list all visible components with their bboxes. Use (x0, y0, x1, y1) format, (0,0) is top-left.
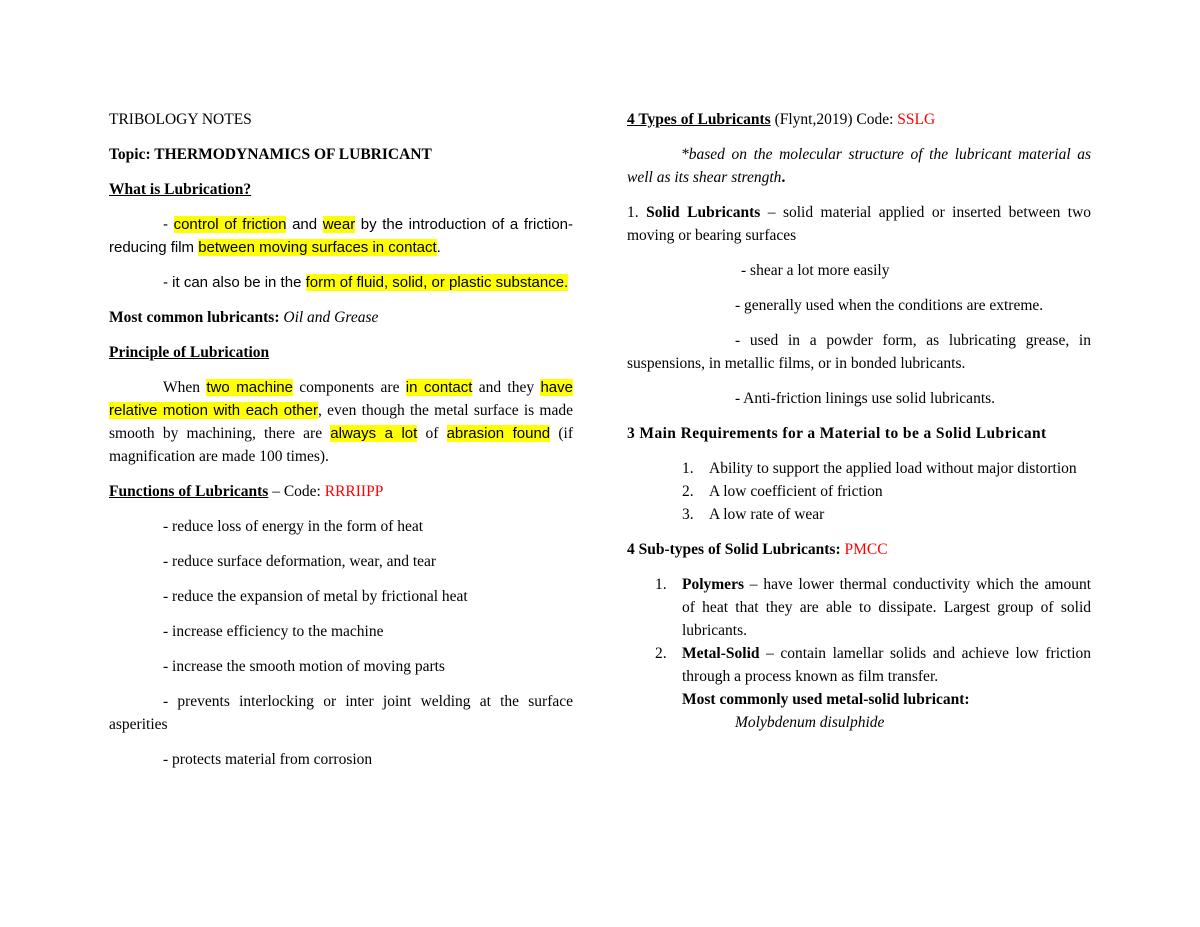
lubrication-definition-1 (109, 213, 573, 259)
most-common-value: Oil and Grease (279, 309, 379, 326)
subtypes-heading-line (627, 538, 1091, 561)
requirement-item (627, 457, 1091, 480)
requirement-item (627, 503, 1091, 526)
principle-text-2: components are (292, 379, 406, 396)
most-common-lubricants (109, 306, 573, 329)
subtypes-heading: 4 Sub-types of Solid Lubricants: (627, 541, 845, 558)
right-column (627, 108, 1091, 734)
requirement-text: A low rate of wear (709, 506, 825, 523)
solid-number: 1. (627, 204, 647, 221)
subtypes-list (627, 573, 1091, 688)
principle-paragraph (109, 376, 573, 468)
subtype-number: 2. (655, 645, 667, 662)
def2-highlight-1: form of fluid, solid, or plastic substance. (305, 274, 569, 291)
topic-heading: Topic: THERMODYNAMICS OF LUBRICANT (109, 146, 432, 163)
subtype-number: 1. (655, 576, 667, 593)
function-item: - reduce loss of energy in the form of heat (163, 518, 424, 535)
left-column (109, 108, 573, 783)
requirement-text: Ability to support the applied load without major distortion (709, 460, 1077, 477)
function-item: - prevents interlocking or inter joint welding at the surface asperities (109, 693, 573, 733)
types-note-main: *based on the molecular structure of the lubricant material as well as its shear strength (627, 146, 1091, 186)
principle-text-4: , even though the metal surface is made smooth by machining, there are (109, 402, 573, 442)
functions-code-label: – Code: (268, 483, 325, 500)
requirement-item (627, 480, 1091, 503)
requirement-number: 3. (682, 506, 694, 523)
types-citation: (Flynt,2019) Code: (770, 111, 898, 128)
solid-point: - Anti-friction linings use solid lubricants. (735, 390, 996, 407)
most-common-metal-solid-value: Molybdenum disulphide (735, 714, 885, 731)
requirement-text: A low coefficient of friction (709, 483, 883, 500)
def1-text-2: and (286, 216, 323, 233)
def1-highlight-1: control of friction (173, 216, 287, 233)
function-item: - reduce surface deformation, wear, and tear (163, 553, 437, 570)
def1-text-3: by the introduction of a friction-reducing film (109, 216, 573, 256)
types-note-end: . (781, 169, 786, 186)
requirement-number: 2. (682, 483, 694, 500)
solid-description: – solid material applied or inserted between two moving or bearing surfaces (627, 204, 1092, 244)
subtype-item (627, 642, 1091, 688)
principle-text-1: When (163, 379, 207, 396)
principle-highlight-1: two machine (206, 379, 293, 396)
requirements-list (627, 457, 1091, 526)
solid-point: - used in a powder form, as lubricating grease, in suspensions, in metallic films, or in bonded lubricants. (627, 332, 1091, 372)
principle-text-3: and they (472, 379, 541, 396)
def1-highlight-3: between moving surfaces in contact (198, 239, 437, 256)
subtype-description: – have lower thermal conductivity which the amount of heat that they are able to dissipate. Largest group of solid lubricants. (682, 576, 1091, 639)
subtype-item (627, 573, 1091, 642)
lubrication-definition-2 (109, 271, 573, 294)
principle-highlight-5: abrasion found (446, 425, 551, 442)
subtypes-code: PMCC (844, 541, 888, 558)
types-heading-line (627, 108, 1091, 131)
def2-text-1: - it can also be in the (163, 274, 306, 291)
most-common-label: Most common lubricants: (109, 309, 280, 326)
principle-highlight-3: have relative motion with each other (109, 379, 573, 419)
functions-code: RRRIIPP (324, 483, 384, 500)
subtype-description: – contain lamellar solids and achieve low friction through a process known as film transfer. (682, 645, 1091, 685)
def1-text-4: . (436, 239, 441, 256)
requirement-number: 1. (682, 460, 694, 477)
subtype-label: Polymers (682, 576, 744, 593)
def1-text-1: - (163, 216, 174, 233)
solid-point: - generally used when the conditions are extreme. (735, 297, 1044, 314)
solid-point: - shear a lot more easily (741, 262, 890, 279)
types-note (627, 143, 1091, 189)
functions-heading-line (109, 480, 573, 503)
principle-text-6: (if magnification are made 100 times). (109, 425, 573, 465)
def1-highlight-2: wear (322, 216, 356, 233)
function-item: - increase efficiency to the machine (163, 623, 384, 640)
solid-label: Solid Lubricants (646, 204, 761, 221)
subtype-label: Metal-Solid (682, 645, 760, 662)
function-item: - protects material from corrosion (163, 751, 373, 768)
requirements-heading: 3 Main Requirements for a Material to be a Solid Lubricant (627, 425, 1047, 442)
most-common-metal-solid-label: Most commonly used metal-solid lubricant: (682, 691, 970, 708)
principle-highlight-2: in contact (405, 379, 473, 396)
what-is-lubrication-heading: What is Lubrication? (109, 181, 252, 198)
principle-text-5: of (417, 425, 447, 442)
principle-highlight-4: always a lot (330, 425, 418, 442)
notes-title: TRIBOLOGY NOTES (109, 111, 252, 128)
principle-heading: Principle of Lubrication (109, 344, 270, 361)
functions-heading: Functions of Lubricants (109, 483, 269, 500)
function-item: - reduce the expansion of metal by frictional heat (163, 588, 468, 605)
solid-lubricants-definition (627, 201, 1091, 247)
types-code: SSLG (897, 111, 936, 128)
function-item: - increase the smooth motion of moving parts (163, 658, 445, 675)
types-heading: 4 Types of Lubricants (627, 111, 771, 128)
